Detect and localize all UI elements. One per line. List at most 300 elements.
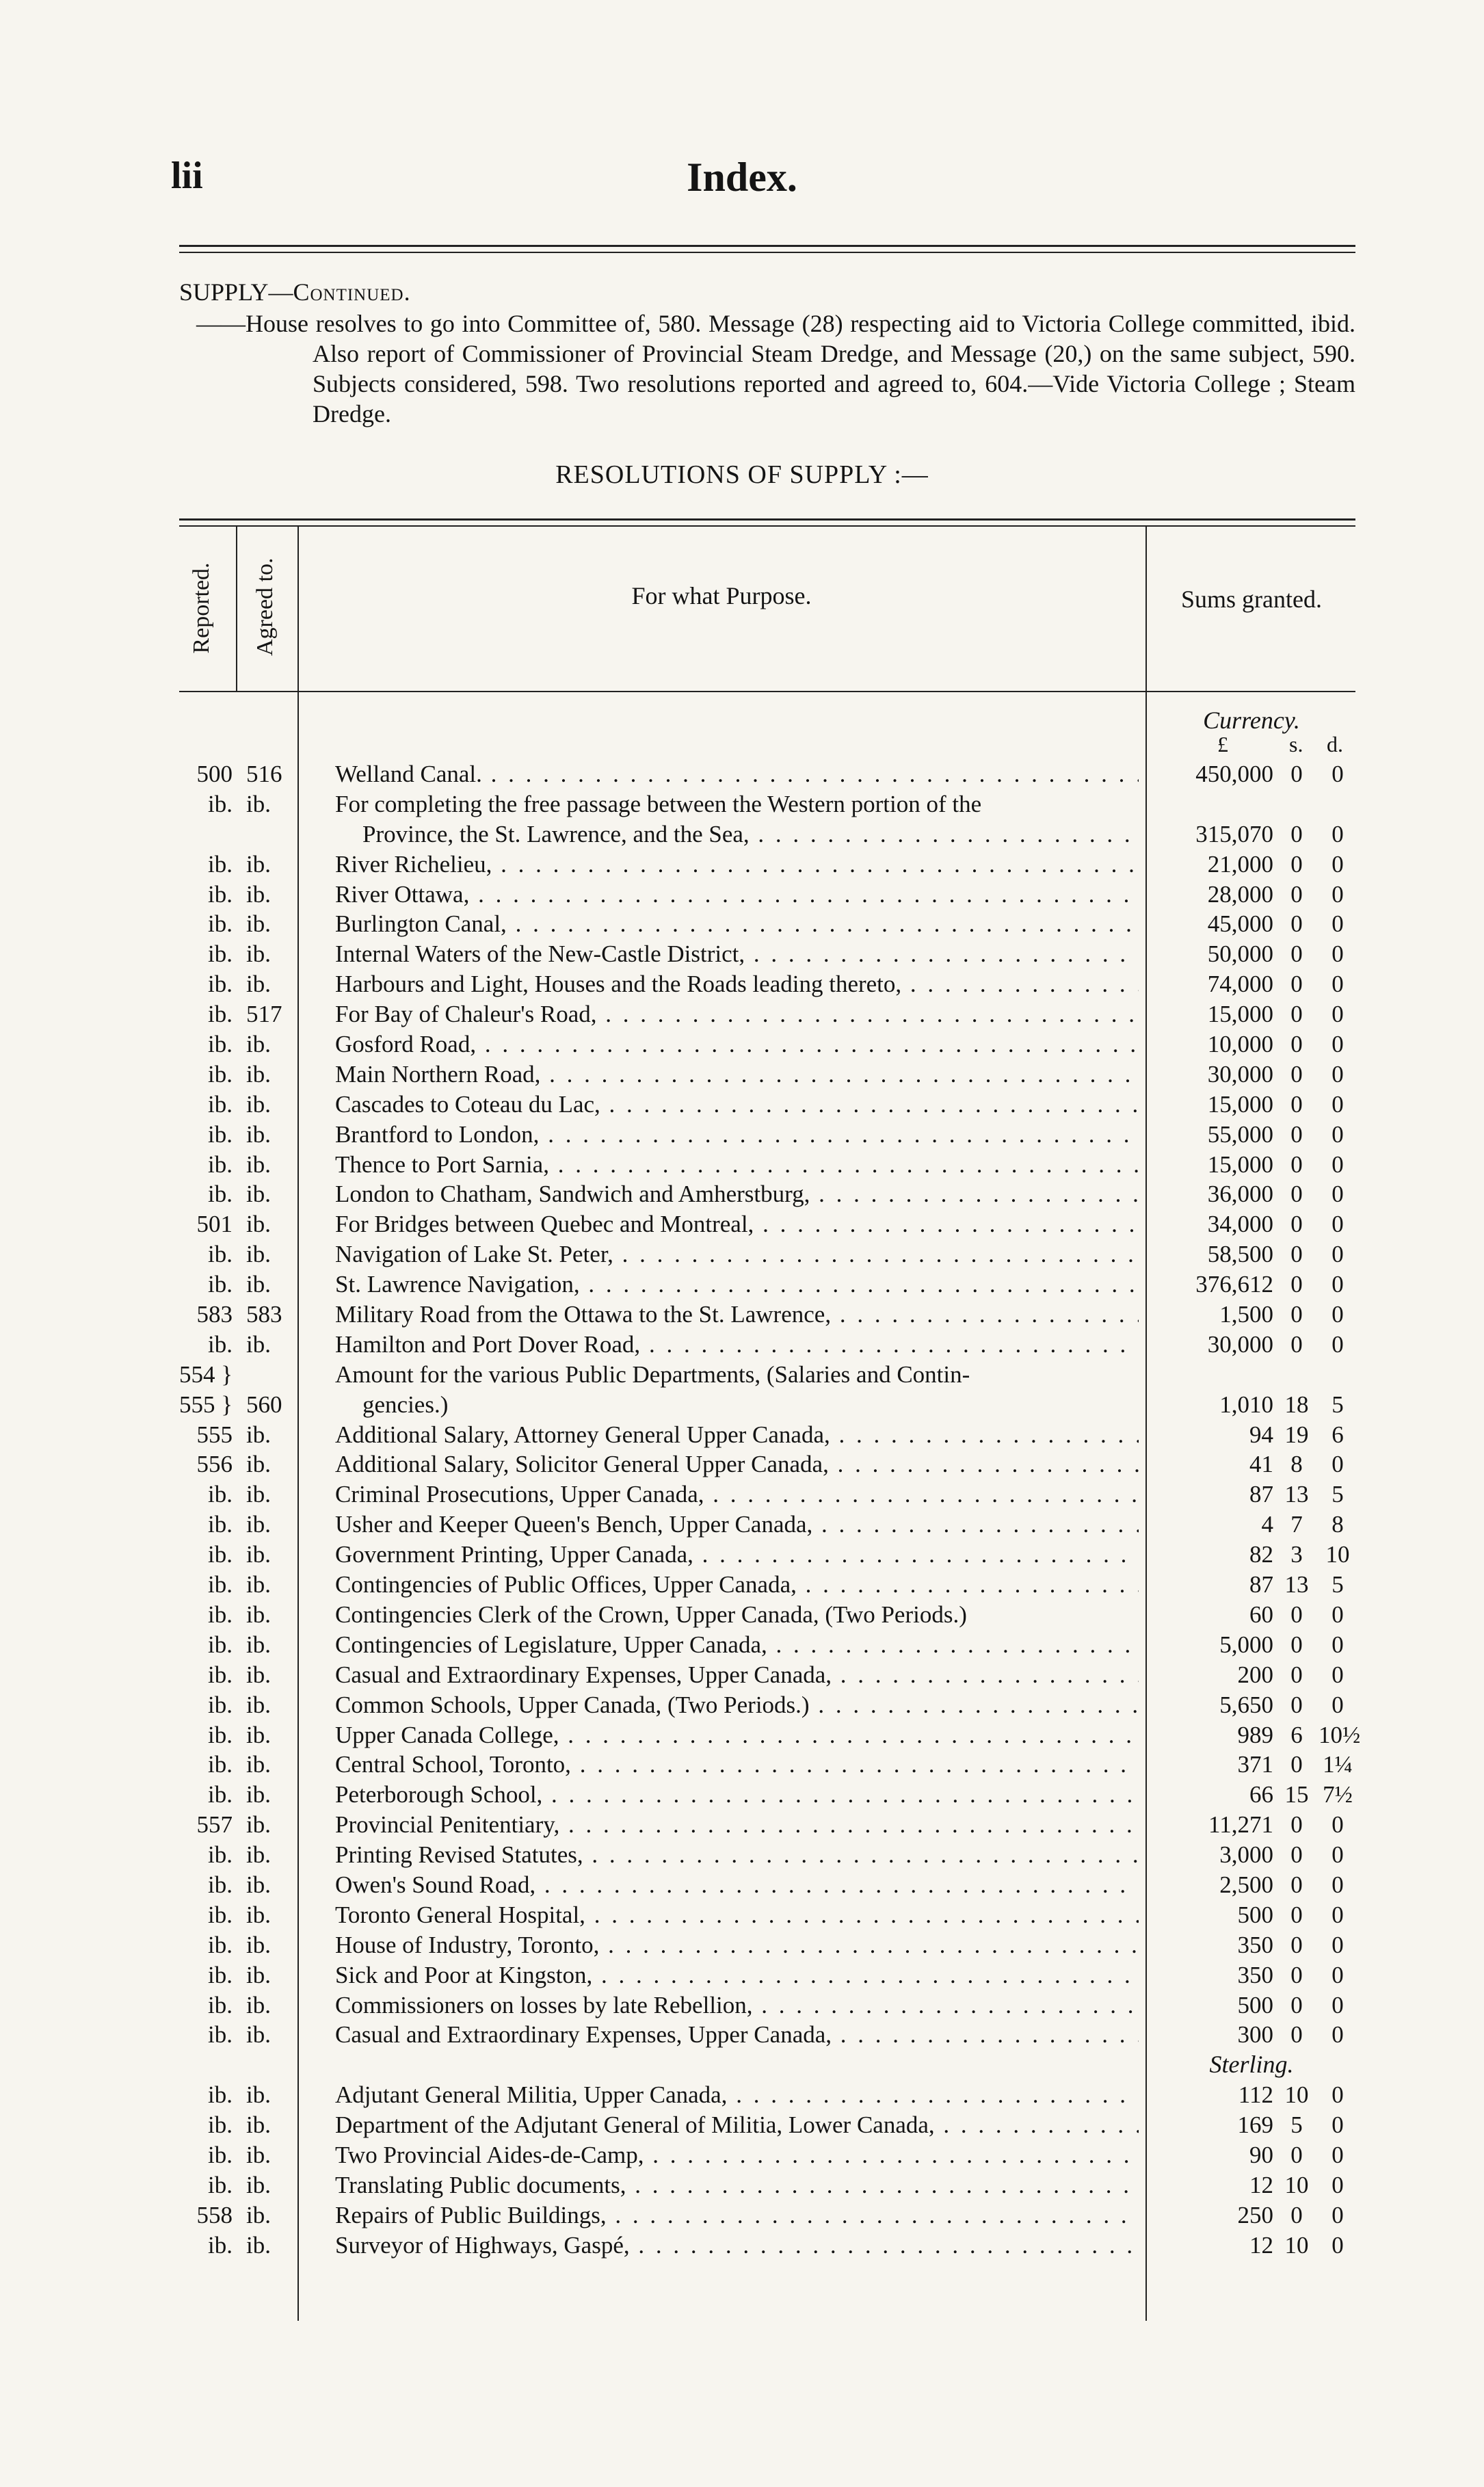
- pence-value: 0: [1331, 1330, 1344, 1358]
- agreed-page: ib.: [246, 1150, 271, 1178]
- table-row: [0, 939, 1484, 969]
- reported-page: ib.: [208, 1721, 233, 1748]
- shillings-value: 0: [1290, 1241, 1303, 1268]
- table-row: [0, 1600, 1484, 1630]
- column-header-sums: Sums granted.: [1181, 585, 1322, 613]
- table-row: [0, 1900, 1484, 1930]
- pounds-value: 87: [1249, 1481, 1273, 1508]
- pence-value: 10½: [1319, 1721, 1361, 1748]
- reported-page: ib.: [208, 1330, 233, 1358]
- purpose-text: Province, the St. Lawrence, and the Sea, . . .: [362, 819, 1139, 850]
- reported-page: ib.: [208, 1961, 233, 1988]
- table-row: [0, 1750, 1484, 1780]
- table-row: [0, 1120, 1484, 1150]
- table-row: [0, 1690, 1484, 1720]
- table-row: [0, 1630, 1484, 1660]
- agreed-page: ib.: [246, 1871, 271, 1898]
- pounds-value: 315,070: [1195, 820, 1273, 847]
- purpose-text: Owen's Sound Road, . . .: [335, 1870, 1139, 1900]
- shillings-value: 0: [1290, 1691, 1303, 1718]
- table-row: [0, 999, 1484, 1029]
- reported-page: 555: [196, 1421, 233, 1448]
- purpose-text: Burlington Canal, . . .: [335, 909, 1139, 939]
- purpose-text: For Bay of Chaleur's Road, . . .: [335, 999, 1139, 1029]
- shillings-value: 0: [1290, 1601, 1303, 1628]
- pounds-value: 2,500: [1219, 1871, 1273, 1898]
- pence-value: 0: [1331, 2021, 1344, 2049]
- pounds-value: 11,271: [1208, 1811, 1273, 1839]
- pence-value: 0: [1331, 971, 1344, 998]
- pence-value: 0: [1331, 820, 1344, 847]
- sterling-label-row: [0, 2050, 1484, 2080]
- pounds-value: 30,000: [1207, 1330, 1273, 1358]
- reported-page: ib.: [208, 2171, 233, 2198]
- pence-value: 0: [1331, 910, 1344, 938]
- pounds-value: 300: [1237, 2021, 1273, 2049]
- agreed-page: ib.: [246, 1721, 271, 1748]
- pence-value: 6: [1331, 1421, 1344, 1448]
- pounds-value: 36,000: [1207, 1181, 1273, 1208]
- table-row: [0, 1330, 1484, 1360]
- shillings-value: 0: [1290, 1271, 1303, 1298]
- shillings-value: 7: [1290, 1511, 1303, 1538]
- pounds-value: 371: [1237, 1751, 1273, 1778]
- pence-value: 0: [1331, 2201, 1344, 2228]
- reported-page: ib.: [208, 1631, 233, 1658]
- reported-page: ib.: [208, 1841, 233, 1869]
- shillings-value: 0: [1290, 1301, 1303, 1328]
- agreed-page: ib.: [246, 1511, 271, 1538]
- table-row: [0, 1300, 1484, 1330]
- purpose-text: Sick and Poor at Kingston, . . .: [335, 1960, 1139, 1990]
- table-row: [0, 819, 1484, 850]
- pence-value: 0: [1331, 1451, 1344, 1478]
- pounds-value: 74,000: [1207, 971, 1273, 998]
- pence-value: 5: [1331, 1571, 1344, 1598]
- shillings-value: 6: [1290, 1721, 1303, 1748]
- table-row: [0, 1029, 1484, 1060]
- shillings-value: 0: [1290, 850, 1303, 878]
- agreed-page: ib.: [246, 1781, 271, 1808]
- reported-page: ib.: [208, 1001, 233, 1028]
- shillings-value: 15: [1284, 1781, 1309, 1808]
- agreed-page: ib.: [246, 1181, 271, 1208]
- table-row: [0, 1449, 1484, 1479]
- shillings-value: 8: [1290, 1451, 1303, 1478]
- shillings-value: 0: [1290, 820, 1303, 847]
- agreed-page: ib.: [246, 1991, 271, 2018]
- shillings-value: 19: [1284, 1421, 1309, 1448]
- pence-value: 0: [1331, 1211, 1344, 1238]
- pounds-value: 34,000: [1207, 1211, 1273, 1238]
- table-row: [0, 1840, 1484, 1870]
- purpose-text: House of Industry, Toronto, . . .: [335, 1930, 1139, 1960]
- pounds-value: 50,000: [1207, 940, 1273, 968]
- pounds-value: 3,000: [1219, 1841, 1273, 1869]
- table-row: [0, 1780, 1484, 1810]
- pounds-value: 55,000: [1207, 1120, 1273, 1148]
- table-row: [0, 1209, 1484, 1239]
- purpose-text: Welland Canal. . . .: [335, 759, 1139, 789]
- agreed-page: 516: [246, 761, 282, 787]
- purpose-text: gencies.): [362, 1391, 449, 1418]
- table-rule-top: [179, 518, 1355, 521]
- purpose-text: London to Chatham, Sandwich and Amherstburg, . . .: [335, 1179, 1139, 1209]
- reported-page: ib.: [208, 1691, 233, 1718]
- pence-value: 0: [1331, 850, 1344, 878]
- purpose-text: Adjutant General Militia, Upper Canada, . . .: [335, 2080, 1139, 2110]
- purpose-text: Cascades to Coteau du Lac, . . .: [335, 1090, 1139, 1120]
- column-divider-1: [236, 525, 237, 691]
- pence-value: 0: [1331, 1120, 1344, 1148]
- agreed-page: ib.: [246, 1811, 271, 1839]
- table-row: [0, 1990, 1484, 2021]
- pounds-value: 58,500: [1207, 1241, 1273, 1268]
- reported-page: ib.: [208, 1271, 233, 1298]
- page-header: [0, 154, 1484, 202]
- pounds-value: 94: [1249, 1421, 1273, 1448]
- table-row: [0, 850, 1484, 880]
- table-row: [0, 1540, 1484, 1570]
- pence-value: 0: [1331, 1001, 1344, 1028]
- shillings-value: 0: [1290, 1120, 1303, 1148]
- pounds-value: 45,000: [1207, 910, 1273, 938]
- agreed-page: ib.: [246, 1631, 271, 1658]
- pence-value: 0: [1331, 1811, 1344, 1839]
- supply-heading: SUPPLY—: [179, 278, 293, 306]
- pounds-value: 82: [1249, 1541, 1273, 1568]
- agreed-page: ib.: [246, 971, 271, 998]
- reported-page: ib.: [208, 1781, 233, 1808]
- pounds-value: 376,612: [1195, 1271, 1273, 1298]
- reported-page: ib.: [208, 2141, 233, 2168]
- agreed-page: ib.: [246, 1481, 271, 1508]
- purpose-text: Casual and Extraordinary Expenses, Upper Canada, . . .: [335, 1660, 1139, 1690]
- reported-page: ib.: [208, 1031, 233, 1058]
- pence-value: 5: [1331, 1391, 1344, 1418]
- agreed-page: ib.: [246, 2081, 271, 2109]
- shillings-value: 0: [1290, 940, 1303, 968]
- table-row: [0, 789, 1484, 819]
- reported-page: ib.: [208, 1181, 233, 1208]
- reported-page: ib.: [208, 910, 233, 938]
- shillings-value: 13: [1284, 1571, 1309, 1598]
- table-row: [0, 909, 1484, 939]
- agreed-page: ib.: [246, 2231, 271, 2259]
- shillings-value: 0: [1290, 1661, 1303, 1688]
- table-row: [0, 1239, 1484, 1269]
- reported-page: ib.: [208, 2111, 233, 2139]
- reported-page: ib.: [208, 971, 233, 998]
- table-row: [0, 1269, 1484, 1300]
- shillings-value: 0: [1290, 1961, 1303, 1988]
- column-header-purpose: For what Purpose.: [631, 582, 812, 609]
- pence-value: 0: [1331, 1241, 1344, 1268]
- reported-page: ib.: [208, 880, 233, 908]
- shillings-value: 5: [1290, 2111, 1303, 2139]
- shillings-value: 0: [1290, 1871, 1303, 1898]
- shillings-value: 0: [1290, 1811, 1303, 1839]
- pounds-value: 200: [1237, 1661, 1273, 1688]
- agreed-page: ib.: [246, 1841, 271, 1869]
- header-rule-bottom: [179, 252, 1355, 253]
- purpose-text: Criminal Prosecutions, Upper Canada, . . .: [335, 1479, 1139, 1510]
- reported-page: 501: [196, 1211, 233, 1238]
- pounds-value: 15,000: [1207, 1001, 1273, 1028]
- purpose-text: Translating Public documents, . . .: [335, 2170, 1139, 2200]
- reported-page: ib.: [208, 940, 233, 968]
- purpose-text: Hamilton and Port Dover Road, . . .: [335, 1330, 1139, 1360]
- table-row: [0, 1930, 1484, 1960]
- pence-value: 0: [1331, 880, 1344, 908]
- reported-page: ib.: [208, 1871, 233, 1898]
- table-row: [0, 2170, 1484, 2200]
- reported-page: ib.: [208, 1241, 233, 1268]
- reported-page: 555 }: [178, 1391, 233, 1418]
- shillings-value: 0: [1290, 1001, 1303, 1028]
- pence-value: 0: [1331, 1931, 1344, 1958]
- table-row: [0, 1570, 1484, 1600]
- shillings-value: 0: [1290, 1150, 1303, 1178]
- reported-page: ib.: [208, 1991, 233, 2018]
- agreed-page: ib.: [246, 1090, 271, 1118]
- reported-page: ib.: [208, 2081, 233, 2109]
- pounds-value: 4: [1261, 1511, 1273, 1538]
- reported-page: 583: [196, 1301, 233, 1328]
- purpose-text: Provincial Penitentiary, . . .: [335, 1810, 1139, 1840]
- shillings-value: 10: [1284, 2231, 1309, 2259]
- reported-page: ib.: [208, 790, 233, 817]
- purpose-text: Thence to Port Sarnia, . . .: [335, 1150, 1139, 1180]
- resolutions-title: RESOLUTIONS OF SUPPLY :—: [555, 460, 929, 489]
- agreed-page: 583: [246, 1301, 282, 1328]
- purpose-text: Contingencies of Legislature, Upper Canada, . . .: [335, 1630, 1139, 1660]
- pounds-value: 28,000: [1207, 880, 1273, 908]
- table-row: [0, 969, 1484, 999]
- pence-value: 0: [1331, 1031, 1344, 1058]
- purpose-text: Commissioners on losses by late Rebellion, . . .: [335, 1990, 1139, 2021]
- purpose-text: Casual and Extraordinary Expenses, Upper Canada, . . .: [335, 2020, 1139, 2050]
- shillings-value: 0: [1290, 1031, 1303, 1058]
- agreed-page: ib.: [246, 1901, 271, 1928]
- table-row: [0, 1660, 1484, 1690]
- pence-value: 0: [1331, 1271, 1344, 1298]
- agreed-page: ib.: [246, 1961, 271, 1988]
- purpose-text: Harbours and Light, Houses and the Roads leading thereto, . . .: [335, 969, 1139, 999]
- reported-page: 554 }: [178, 1360, 233, 1388]
- reported-page: ib.: [208, 1931, 233, 1958]
- currency-label: Currency.: [1203, 707, 1300, 734]
- pence-value: 0: [1331, 940, 1344, 968]
- pence-value: 8: [1331, 1511, 1344, 1538]
- purpose-text: Amount for the various Public Departments, (Salaries and Contin-: [335, 1360, 970, 1388]
- table-row: [0, 1150, 1484, 1180]
- table-row: [0, 1479, 1484, 1510]
- pence-value: 0: [1331, 1181, 1344, 1208]
- shillings-value: 0: [1290, 2201, 1303, 2228]
- table-row: [0, 1090, 1484, 1120]
- column-header-reported: Reported.: [189, 562, 214, 654]
- page-title: Index.: [687, 155, 797, 200]
- pounds-value: 41: [1249, 1451, 1273, 1478]
- purpose-text: Additional Salary, Attorney General Upper Canada, . . .: [335, 1420, 1139, 1450]
- agreed-page: ib.: [246, 1661, 271, 1688]
- shillings-value: 0: [1290, 880, 1303, 908]
- purpose-text: Common Schools, Upper Canada, (Two Periods.) . . .: [335, 1690, 1139, 1720]
- pounds-value: 500: [1237, 1901, 1273, 1928]
- purpose-text: Gosford Road, . . .: [335, 1029, 1139, 1060]
- pence-symbol: d.: [1327, 732, 1343, 756]
- pounds-value: 30,000: [1207, 1060, 1273, 1088]
- pounds-value: 500: [1237, 1991, 1273, 2018]
- shillings-value: 13: [1284, 1481, 1309, 1508]
- reported-page: ib.: [208, 1060, 233, 1088]
- agreed-page: ib.: [246, 850, 271, 878]
- pence-value: 7½: [1323, 1781, 1353, 1808]
- table-row: [0, 1510, 1484, 1540]
- table-row: [0, 1179, 1484, 1209]
- table-row: [0, 2140, 1484, 2170]
- pounds-value: 10,000: [1207, 1031, 1273, 1058]
- agreed-page: ib.: [246, 1931, 271, 1958]
- table-row: [0, 1360, 1484, 1390]
- pence-value: 0: [1331, 1901, 1344, 1928]
- reported-page: ib.: [208, 1601, 233, 1628]
- purpose-text: Department of the Adjutant General of Militia, Lower Canada, . . .: [335, 2110, 1139, 2140]
- pounds-value: 169: [1237, 2111, 1273, 2139]
- pounds-value: 1,010: [1219, 1391, 1273, 1418]
- pounds-value: 1,500: [1219, 1301, 1273, 1328]
- pence-value: 0: [1331, 1871, 1344, 1898]
- pence-value: 5: [1331, 1481, 1344, 1508]
- shillings-value: 0: [1290, 1330, 1303, 1358]
- pence-value: 0: [1331, 2111, 1344, 2139]
- table-header-rule: [179, 691, 1355, 692]
- table-row: [0, 2110, 1484, 2140]
- pounds-value: 450,000: [1195, 761, 1273, 787]
- shillings-value: 0: [1290, 2021, 1303, 2049]
- agreed-page: ib.: [246, 1330, 271, 1358]
- agreed-page: ib.: [246, 880, 271, 908]
- pounds-value: 350: [1237, 1961, 1273, 1988]
- reported-page: 557: [196, 1811, 233, 1839]
- pence-value: 10: [1325, 1541, 1350, 1568]
- pounds-value: 21,000: [1207, 850, 1273, 878]
- shillings-value: 0: [1290, 1090, 1303, 1118]
- purpose-text: Toronto General Hospital, . . .: [335, 1900, 1139, 1930]
- supply-heading-continued: Continued.: [293, 278, 411, 306]
- reported-page: ib.: [208, 2021, 233, 2049]
- reported-page: ib.: [208, 1481, 233, 1508]
- agreed-page: 517: [246, 1001, 282, 1028]
- purpose-text: Upper Canada College, . . .: [335, 1720, 1139, 1750]
- purpose-text: Contingencies Clerk of the Crown, Upper Canada, (Two Periods.): [335, 1601, 967, 1628]
- table-row: [0, 1390, 1484, 1420]
- purpose-text: For Bridges between Quebec and Montreal, . . .: [335, 1209, 1139, 1239]
- shillings-value: 3: [1290, 1541, 1303, 1568]
- agreed-page: ib.: [246, 1211, 271, 1238]
- reported-page: ib.: [208, 1571, 233, 1598]
- table-row: [0, 2080, 1484, 2110]
- supply-entry: [179, 277, 1355, 429]
- pounds-value: 87: [1249, 1571, 1273, 1598]
- pence-value: 0: [1331, 2231, 1344, 2259]
- shillings-value: 18: [1284, 1391, 1309, 1418]
- purpose-text: River Ottawa, . . .: [335, 880, 1139, 910]
- shillings-value: 0: [1290, 1211, 1303, 1238]
- shillings-value: 0: [1290, 1631, 1303, 1658]
- purpose-text: Contingencies of Public Offices, Upper Canada, . . .: [335, 1570, 1139, 1600]
- table-row: [0, 2200, 1484, 2231]
- pence-value: 0: [1331, 1691, 1344, 1718]
- pence-value: 0: [1331, 2141, 1344, 2168]
- table-row: [0, 2231, 1484, 2261]
- pounds-value: 60: [1249, 1601, 1273, 1628]
- pence-value: 0: [1331, 1961, 1344, 1988]
- shillings-symbol: s.: [1289, 732, 1303, 756]
- agreed-page: ib.: [246, 1451, 271, 1478]
- purpose-text: River Richelieu, . . .: [335, 850, 1139, 880]
- purpose-text: Additional Salary, Solicitor General Upper Canada, . . .: [335, 1449, 1139, 1479]
- agreed-page: 560: [246, 1391, 282, 1418]
- purpose-text: For completing the free passage between the Western portion of the: [335, 790, 982, 817]
- pounds-value: 5,650: [1219, 1691, 1273, 1718]
- purpose-text: Navigation of Lake St. Peter, . . .: [335, 1239, 1139, 1269]
- reported-page: ib.: [208, 1661, 233, 1688]
- pounds-value: 989: [1237, 1721, 1273, 1748]
- pence-value: 0: [1331, 1841, 1344, 1869]
- table-row: [0, 1870, 1484, 1900]
- shillings-value: 0: [1290, 1060, 1303, 1088]
- shillings-value: 0: [1290, 910, 1303, 938]
- shillings-value: 0: [1290, 761, 1303, 787]
- pence-value: 0: [1331, 1150, 1344, 1178]
- purpose-text: Central School, Toronto, . . .: [335, 1750, 1139, 1780]
- purpose-text: Repairs of Public Buildings, . . .: [335, 2200, 1139, 2231]
- pounds-value: 90: [1249, 2141, 1273, 2168]
- pence-value: 0: [1331, 1631, 1344, 1658]
- reported-page: ib.: [208, 1511, 233, 1538]
- agreed-page: ib.: [246, 790, 271, 817]
- table-row: [0, 1060, 1484, 1090]
- pence-value: 0: [1331, 2171, 1344, 2198]
- pounds-value: 12: [1249, 2231, 1273, 2259]
- agreed-page: ib.: [246, 1241, 271, 1268]
- page-number: lii: [171, 155, 203, 197]
- reported-page: ib.: [208, 1150, 233, 1178]
- shillings-value: 0: [1290, 1181, 1303, 1208]
- pence-value: 0: [1331, 1991, 1344, 2018]
- pounds-value: 15,000: [1207, 1090, 1273, 1118]
- supply-table-body: [0, 759, 1484, 2261]
- shillings-value: 0: [1290, 2141, 1303, 2168]
- agreed-page: ib.: [246, 1751, 271, 1778]
- reported-page: ib.: [208, 1090, 233, 1118]
- reported-page: 500: [196, 761, 233, 787]
- agreed-page: ib.: [246, 2021, 271, 2049]
- agreed-page: ib.: [246, 940, 271, 968]
- shillings-value: 10: [1284, 2171, 1309, 2198]
- table-row: [0, 1420, 1484, 1450]
- reported-page: ib.: [208, 1120, 233, 1148]
- purpose-text: Surveyor of Highways, Gaspé, . . .: [335, 2231, 1139, 2261]
- pounds-value: 66: [1249, 1781, 1273, 1808]
- pounds-symbol: £: [1217, 732, 1228, 756]
- purpose-text: Brantford to London, . . .: [335, 1120, 1139, 1150]
- reported-page: ib.: [208, 2231, 233, 2259]
- pence-value: 0: [1331, 2081, 1344, 2109]
- purpose-text: Military Road from the Ottawa to the St. Lawrence, . . .: [335, 1300, 1139, 1330]
